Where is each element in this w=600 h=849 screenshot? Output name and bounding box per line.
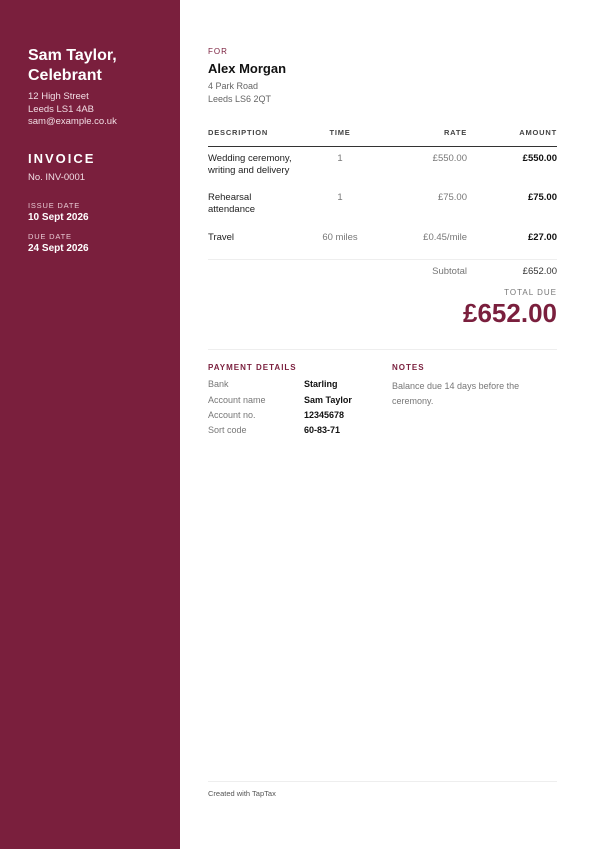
- row-amount: £550.00: [522, 153, 557, 164]
- sender-address-line1: 12 High Street: [28, 91, 89, 102]
- payment-row-sort-code: [208, 425, 388, 440]
- sender-email: sam@example.co.uk: [28, 116, 117, 127]
- invoice-number: No. INV-0001: [28, 172, 86, 183]
- subtotal-value: £652.00: [522, 266, 557, 277]
- payment-value: Starling: [304, 379, 338, 389]
- sender-sidebar: [0, 0, 180, 849]
- sender-address-line2: Leeds LS1 4AB: [28, 103, 95, 115]
- column-header-time: TIME: [329, 128, 351, 137]
- row-description: Rehearsal attendance: [208, 192, 256, 215]
- notes-title: NOTES: [392, 363, 425, 372]
- row-description: Travel: [208, 232, 235, 243]
- footer-divider: [208, 781, 557, 782]
- issue-date-label: ISSUE DATE: [28, 201, 81, 210]
- due-date-label: DUE DATE: [28, 232, 72, 241]
- payment-label: Account no.: [208, 410, 256, 420]
- column-header-amount: AMOUNT: [519, 128, 557, 137]
- row-amount: £27.00: [527, 232, 557, 243]
- for-label: FOR: [208, 47, 228, 56]
- notes-text: Balance due 14 days before the ceremony.: [392, 381, 520, 406]
- payment-label: Bank: [208, 379, 229, 389]
- payment-value: Sam Taylor: [304, 395, 352, 405]
- payment-label: Sort code: [208, 425, 247, 435]
- totals-divider: [208, 259, 557, 260]
- due-date: 24 Sept 2026: [28, 243, 89, 254]
- row-rate: £550.00: [432, 153, 467, 164]
- client-address-line1: 4 Park Road: [208, 81, 259, 91]
- row-rate: £0.45/mile: [423, 232, 467, 243]
- row-amount: £75.00: [527, 192, 557, 203]
- table-row: [208, 192, 557, 222]
- row-time: 1: [337, 153, 343, 164]
- footer-credit: Created with TapTax: [208, 789, 276, 798]
- column-header-description: DESCRIPTION: [208, 128, 269, 137]
- sender-name: Sam Taylor, Celebrant: [28, 47, 117, 84]
- client-address: [208, 80, 271, 105]
- row-description: Wedding ceremony, writing and delivery: [208, 153, 292, 176]
- column-header-rate: RATE: [443, 128, 467, 137]
- row-time: 1: [337, 192, 343, 203]
- payment-label: Account name: [208, 395, 266, 405]
- table-header-divider: [208, 146, 557, 147]
- row-rate: £75.00: [437, 192, 467, 203]
- client-name: Alex Morgan: [208, 61, 287, 76]
- subtotal-label: Subtotal: [432, 266, 467, 277]
- invoice-title: INVOICE: [28, 151, 96, 166]
- issue-date: 10 Sept 2026: [28, 212, 89, 223]
- table-row: [208, 232, 557, 262]
- payment-row-bank: [208, 379, 388, 394]
- payment-details-title: PAYMENT DETAILS: [208, 363, 297, 372]
- sender-address: [28, 91, 117, 129]
- payment-value: 60-83-71: [304, 425, 341, 435]
- section-divider: [208, 349, 557, 350]
- row-time: 60 miles: [322, 232, 358, 243]
- table-row: [208, 153, 557, 183]
- payment-row-account-name: [208, 395, 388, 410]
- total-due-label: TOTAL DUE: [504, 288, 557, 297]
- payment-value: 12345678: [304, 410, 345, 420]
- client-address-line2: Leeds LS6 2QT: [208, 93, 272, 104]
- total-due-value: £652.00: [463, 298, 557, 328]
- payment-row-account-no: [208, 410, 388, 425]
